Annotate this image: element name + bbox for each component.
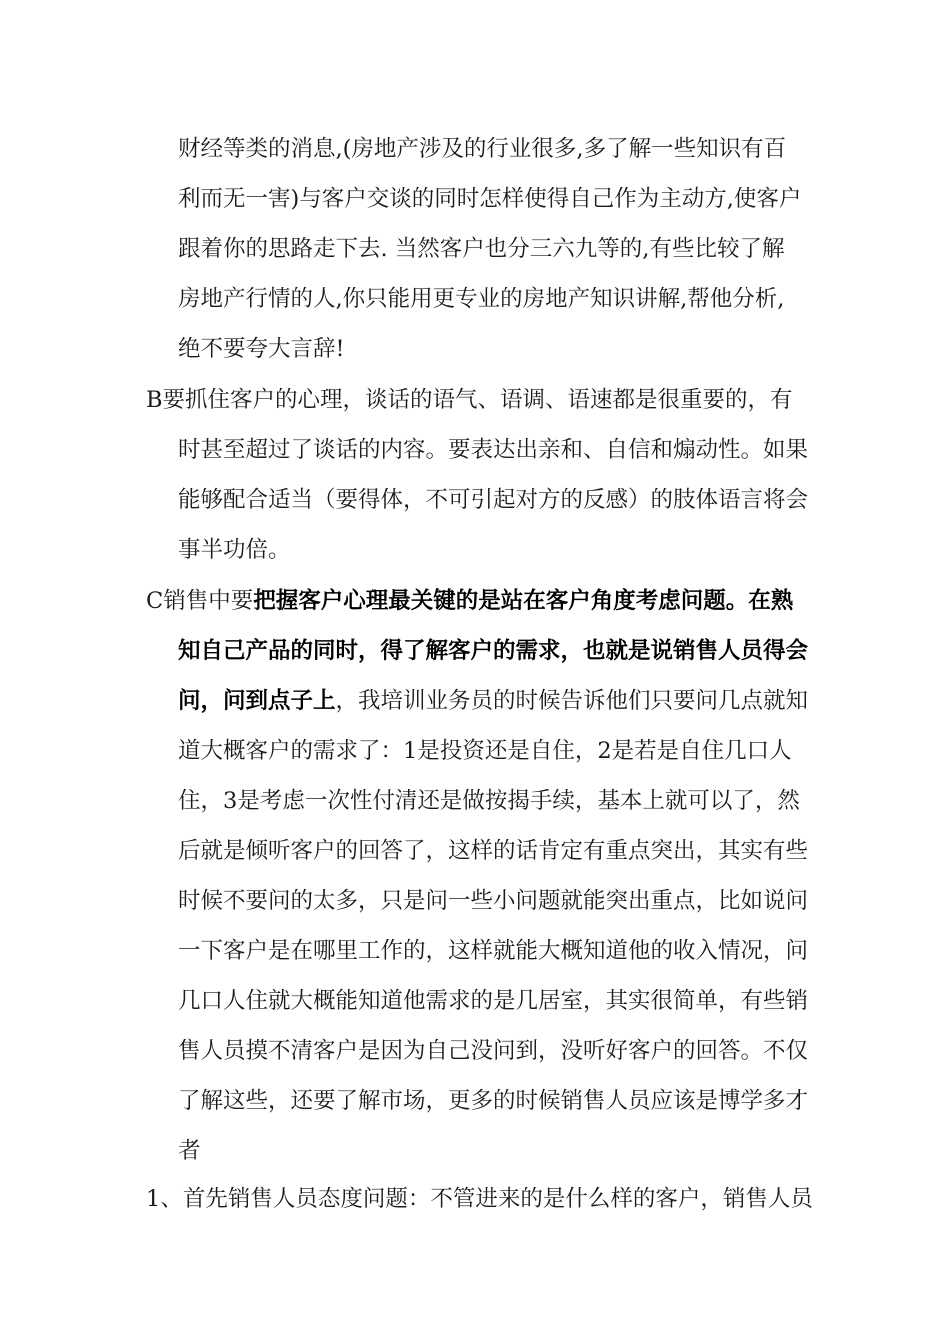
item-c-line: 者 xyxy=(178,1138,201,1164)
text-line: 利而无一害)与客户交谈的同时怎样使得自己作为主动方,使客户 xyxy=(178,186,802,212)
item-c-line: 了解这些，还要了解市场，更多的时候销售人员应该是博学多才 xyxy=(178,1088,809,1114)
item-c-line xyxy=(146,576,793,626)
text-line: 房地产行情的人,你只能用更专业的房地产知识讲解,帮他分析, xyxy=(178,286,785,312)
item-c-line: 时候不要问的太多，只是问一些小问题就能突出重点，比如说问 xyxy=(178,888,809,914)
text-line: 绝不要夸大言辞! xyxy=(178,336,345,362)
item-b-line: 事半功倍。 xyxy=(178,537,291,563)
item-c-line: 后就是倾听客户的回答了，这样的话肯定有重点突出，其实有些 xyxy=(178,838,809,864)
item-c-emphasis-line: 知自己产品的同时，得了解客户的需求，也就是说销售人员得会 xyxy=(178,638,809,664)
item-c-text: ，我培训业务员的时候告诉他们只要问几点就知 xyxy=(335,688,809,714)
item-b-line: 时甚至超过了谈话的内容。要表达出亲和、自信和煽动性。如果 xyxy=(178,437,809,463)
item-1-line: 1、首先销售人员态度问题：不管进来的是什么样的客户，销售人员 xyxy=(146,1186,813,1212)
item-b-line: B要抓住客户的心理，谈话的语气、语调、语速都是很重要的，有 xyxy=(146,387,793,413)
item-b-line: 能够配合适当（要得体，不可引起对方的反感）的肢体语言将会 xyxy=(178,487,809,513)
item-c-emphasis: 问，问到点子上 xyxy=(178,688,336,714)
item-c-line: 一下客户是在哪里工作的，这样就能大概知道他的收入情况，问 xyxy=(178,938,809,964)
item-c-line xyxy=(178,676,808,726)
item-c-line: 售人员摸不清客户是因为自己没问到，没听好客户的回答。不仅 xyxy=(178,1038,809,1064)
text-line: 财经等类的消息,(房地产涉及的行业很多,多了解一些知识有百 xyxy=(178,136,787,162)
item-c-line: 住，3是考虑一次性付清还是做按揭手续，基本上就可以了，然 xyxy=(178,788,800,814)
text-line: 跟着你的思路走下去. 当然客户也分三六九等的,有些比较了解 xyxy=(178,236,785,262)
item-c-line: 几口人住就大概能知道他需求的是几居室，其实很简单，有些销 xyxy=(178,988,809,1014)
item-c-emphasis: 把握客户心理最关键的是站在客户角度考虑问题。在熟 xyxy=(253,588,794,614)
item-c-line: 道大概客户的需求了：1是投资还是自住，2是若是自住几口人 xyxy=(178,738,792,764)
item-c-prefix: C销售中要 xyxy=(146,588,254,614)
